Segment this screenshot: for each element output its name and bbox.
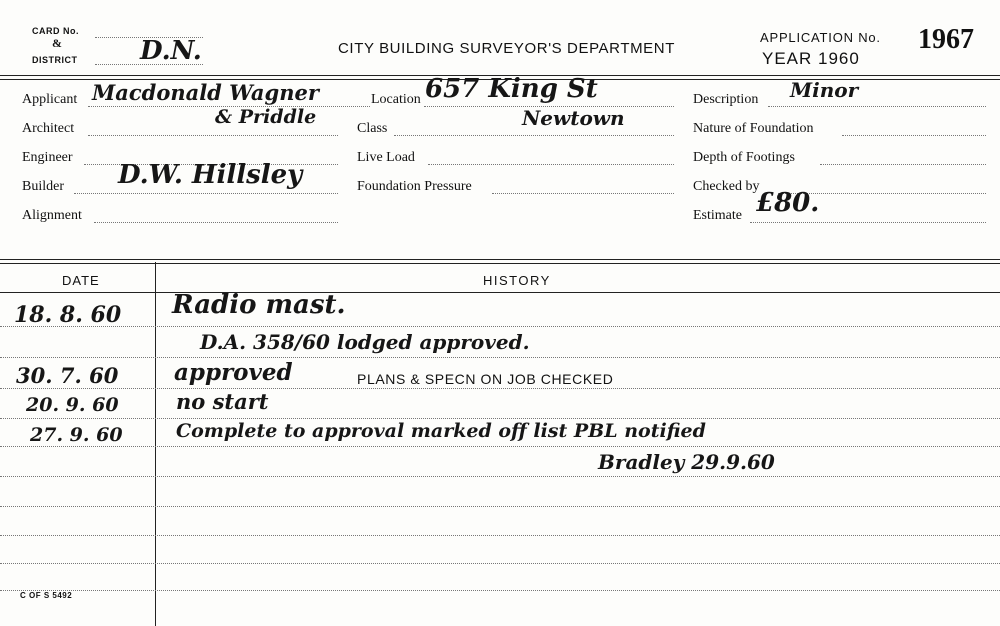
department-title: CITY BUILDING SURVEYOR'S DEPARTMENT	[338, 40, 675, 57]
applicant-value: Macdonald Wagner	[92, 80, 319, 105]
history-line	[0, 418, 1000, 419]
nature-of-foundation-line	[842, 135, 986, 136]
history-date: 20. 9. 60	[26, 394, 119, 416]
card-no-value: D.N.	[140, 36, 202, 66]
form-code: C OF S 5492	[20, 591, 73, 600]
architect-line	[88, 135, 338, 136]
history-date: 18. 8. 60	[14, 302, 122, 328]
history-header: HISTORY	[483, 273, 551, 288]
application-no-label: APPLICATION No.	[760, 30, 881, 45]
application-no-value: 1967	[918, 24, 974, 55]
builder-label: Builder	[22, 179, 64, 194]
foundation-pressure-label: Foundation Pressure	[357, 179, 472, 194]
history-entry: no start	[176, 389, 269, 414]
location-value-continued: Newtown	[522, 106, 625, 130]
history-signature: Bradley 29.9.60	[598, 450, 775, 474]
live-load-line	[428, 164, 674, 165]
applicant-value-continued: & Priddle	[215, 106, 317, 128]
history-line	[0, 326, 1000, 327]
history-date: 30. 7. 60	[16, 363, 119, 388]
architect-label: Architect	[22, 121, 75, 136]
estimate-value: £80.	[756, 188, 820, 218]
history-entry: Complete to approval marked off list PBL notified	[176, 420, 706, 442]
nature-of-foundation-label: Nature of Foundation	[693, 121, 814, 136]
class-line	[394, 135, 674, 136]
district-label: DISTRICT	[32, 55, 78, 65]
history-line	[0, 446, 1000, 447]
history-printed-stamp: PLANS & SPECN ON JOB CHECKED	[357, 371, 614, 387]
history-date: 27. 9. 60	[30, 424, 123, 446]
date-header: DATE	[62, 273, 100, 288]
checked-by-label: Checked by	[693, 179, 760, 194]
builder-value: D.W. Hillsley	[118, 160, 303, 190]
estimate-line	[750, 222, 986, 223]
description-line	[768, 106, 986, 107]
description-value: Minor	[790, 78, 859, 102]
history-header-rule	[0, 292, 1000, 293]
alignment-line	[94, 222, 338, 223]
history-line	[0, 563, 1000, 564]
history-rule-inner	[0, 263, 1000, 264]
ampersand-mark: &	[52, 36, 62, 50]
history-line	[0, 388, 1000, 389]
history-entry: Radio mast.	[172, 290, 346, 320]
history-line	[0, 506, 1000, 507]
year-label: YEAR 1960	[762, 49, 860, 68]
applicant-label: Applicant	[22, 92, 78, 107]
class-label: Class	[357, 121, 388, 136]
depth-of-footings-line	[820, 164, 986, 165]
history-line	[0, 476, 1000, 477]
engineer-label: Engineer	[22, 150, 73, 165]
history-entry: approved	[174, 359, 293, 386]
history-rule-top	[0, 259, 1000, 260]
location-value: 657 King St	[425, 74, 598, 104]
description-label: Description	[693, 92, 759, 107]
estimate-label: Estimate	[693, 208, 742, 223]
builder-line	[74, 193, 338, 194]
history-entry: D.A. 358/60 lodged approved.	[200, 330, 530, 354]
alignment-label: Alignment	[22, 208, 82, 223]
history-line	[0, 357, 1000, 358]
foundation-pressure-line	[492, 193, 674, 194]
history-line	[0, 590, 1000, 591]
card-no-label: CARD No.	[32, 26, 79, 36]
location-label: Location	[371, 92, 421, 107]
date-column-divider	[155, 262, 156, 626]
live-load-label: Live Load	[357, 150, 415, 165]
history-line	[0, 535, 1000, 536]
depth-of-footings-label: Depth of Footings	[693, 150, 795, 165]
